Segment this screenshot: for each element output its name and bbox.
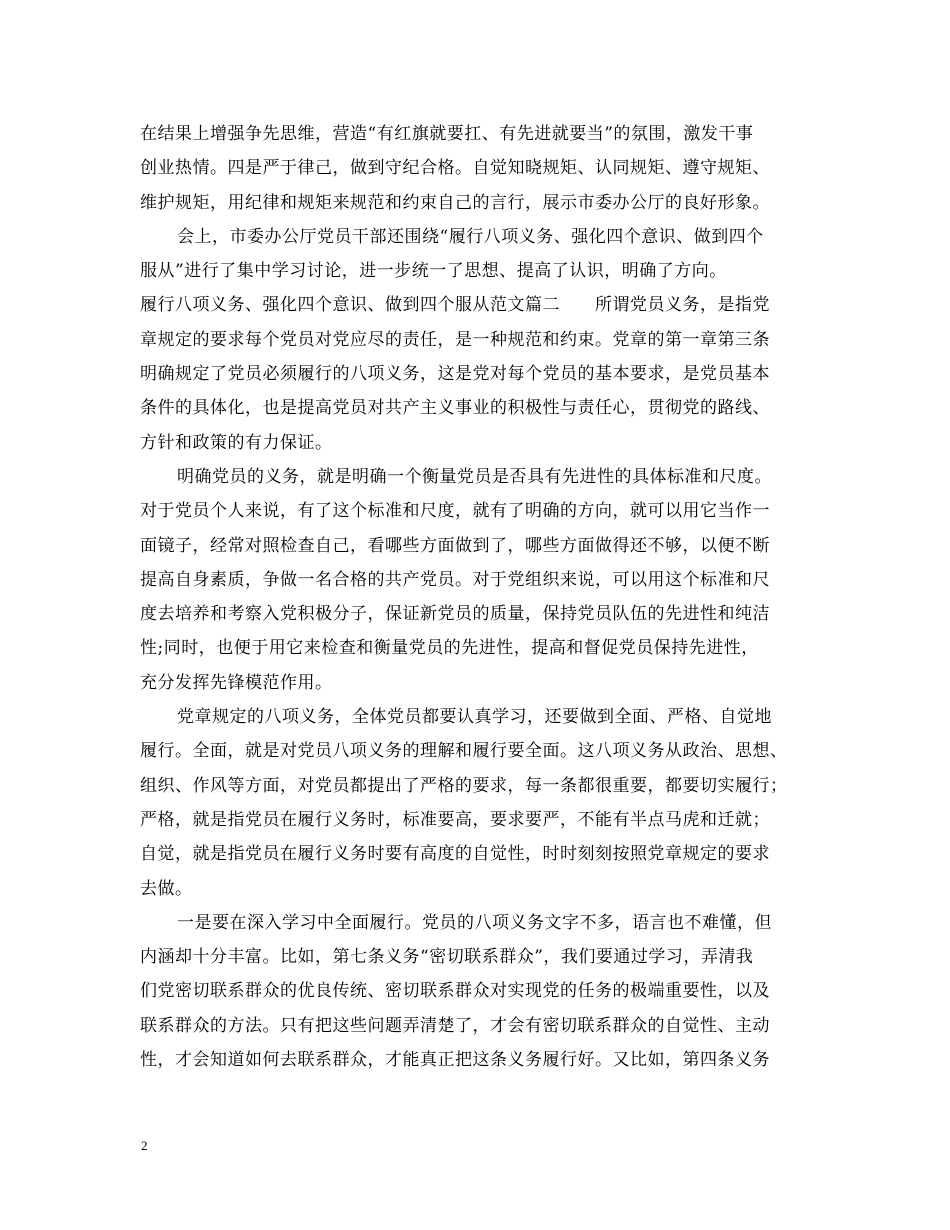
text-line-8: 明确规定了党员必须履行的八项义务，这是党对每个党员的基本要求，是党员基本 — [140, 364, 770, 385]
text-line-6: 履行八项义务、强化四个意识、做到四个服从范文篇二 所谓党员义务，是指党 — [140, 295, 770, 316]
text-line-2: 创业热情。四是严于律己，做到守纪合格。自觉知晓规矩、认同规矩、遵守规矩、 — [140, 158, 770, 179]
document-body — [140, 117, 812, 1077]
text-line-3: 维护规矩，用纪律和规矩来规范和约束自己的言行，展示市委办公厅的良好形象。 — [140, 192, 770, 213]
text-line-12: 对于党员个人来说，有了这个标准和尺度，就有了明确的方向，就可以用它当作一 — [140, 501, 770, 522]
text-line-26: 们党密切联系群众的优良传统、密切联系群众对实现党的任务的极端重要性，以及 — [140, 981, 770, 1002]
text-line-11: 明确党员的义务，就是明确一个衡量党员是否具有先进性的具体标准和尺度。 — [177, 466, 772, 487]
text-line-27: 联系群众的方法。只有把这些问题弄清楚了，才会有密切联系群众的自觉性、主动 — [140, 1015, 770, 1036]
text-line-7: 章规定的要求每个党员对党应尽的责任，是一种规范和约束。党章的第一章第三条 — [140, 329, 770, 350]
text-line-20: 组织、作风等方面，对党员都提出了严格的要求，每一条都很重要，都要切实履行； — [140, 775, 788, 796]
text-line-5: 服从”进行了集中学习讨论，进一步统一了思想、提高了认识，明确了方向。 — [140, 261, 727, 282]
text-line-13: 面镜子，经常对照检查自己，看哪些方面做到了，哪些方面做得还不够，以便不断 — [140, 535, 770, 556]
text-line-23: 去做。 — [140, 878, 193, 899]
text-line-15: 度去培养和考察入党积极分子，保证新党员的质量，保持党员队伍的先进性和纯洁 — [140, 604, 770, 625]
text-line-1: 在结果上增强争先思维，营造“有红旗就要扛、有先进就要当”的氛围，激发干事 — [140, 124, 754, 144]
text-line-18: 党章规定的八项义务，全体党员都要认真学习，还要做到全面、严格、自觉地 — [177, 707, 772, 728]
text-line-19: 履行。全面，就是对党员八项义务的理解和履行要全面。这八项义务从政治、思想、 — [140, 741, 788, 762]
text-line-24: 一是要在深入学习中全面履行。党员的八项义务文字不多，语言也不难懂，但 — [177, 912, 772, 933]
text-line-25: 内涵却十分丰富。比如，第七条义务“密切联系群众”，我们要通过学习，弄清我 — [140, 947, 754, 968]
text-line-10: 方针和政策的有力保证。 — [140, 432, 333, 453]
text-line-21: 严格，就是指党员在履行义务时，标准要高，要求要严，不能有半点马虎和迁就； — [140, 809, 770, 830]
text-line-16: 性;同时，也便于用它来检查和衡量党员的先进性，提高和督促党员保持先进性， — [140, 638, 759, 659]
text-line-14: 提高自身素质，争做一名合格的共产党员。对于党组织来说，可以用这个标准和尺 — [140, 569, 770, 590]
page-number: 2 — [141, 1138, 148, 1153]
text-line-22: 自觉，就是指党员在履行义务时要有高度的自觉性，时时刻刻按照党章规定的要求 — [140, 844, 770, 865]
text-line-28: 性，才会知道如何去联系群众，才能真正把这条义务履行好。又比如，第四条义务 — [140, 1050, 770, 1071]
text-line-4: 会上，市委办公厅党员干部还围绕“履行八项义务、强化四个意识、做到四个 — [177, 226, 764, 247]
text-line-9: 条件的具体化，也是提高党员对共产主义事业的积极性与责任心，贯彻党的路线、 — [140, 398, 770, 419]
text-line-17: 充分发挥先锋模范作用。 — [140, 672, 333, 693]
